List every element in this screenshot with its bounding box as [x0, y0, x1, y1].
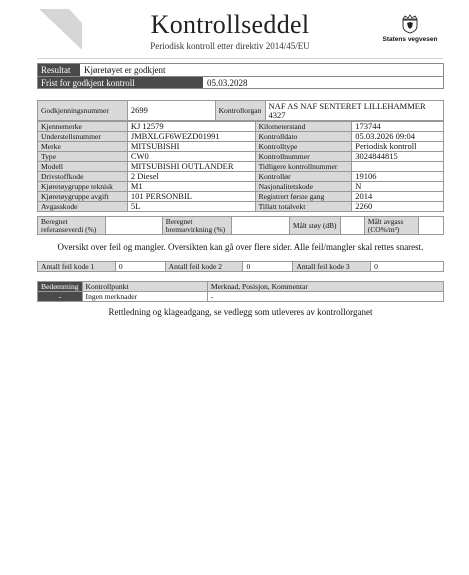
error-code-3-value: 0 [371, 262, 444, 272]
detail-label: Nasjonalitetskode [255, 182, 352, 192]
control-point-value: Ingen merknader [82, 292, 207, 302]
result-label: Resultat [38, 64, 80, 76]
detail-label: Understellsnummer [38, 132, 128, 142]
control-body-label: Kontrollorgan [215, 101, 265, 121]
error-code-2-value: 0 [243, 262, 293, 272]
table-row [38, 132, 444, 142]
assessment-header: Bedømming [38, 282, 83, 292]
error-code-1-label: Antall feil kode 1 [38, 262, 116, 272]
error-count-table [37, 261, 444, 272]
assessment-table [37, 281, 444, 302]
detail-value: JMBXLGF6WEZD01991 [127, 132, 255, 142]
guidance-note: Rettledning og klageadgang, se vedlegg som utleveres av kontrollorganet [108, 307, 373, 317]
coat-of-arms-icon [401, 14, 419, 34]
table-header-row [38, 282, 444, 292]
error-code-1-value: 0 [115, 262, 165, 272]
error-code-2-label: Antall feil kode 2 [165, 262, 243, 272]
deadline-value: 05.03.2028 [207, 78, 248, 88]
detail-value: N [352, 182, 444, 192]
result-box [37, 63, 444, 89]
table-row [38, 262, 444, 272]
deadline-row [38, 76, 443, 88]
noise-cell [340, 217, 364, 235]
detail-label: Kjøretøygruppe avgift [38, 192, 128, 202]
assessment-value: - [38, 292, 83, 302]
detail-label: Tidligere kontrollnummer [255, 162, 352, 172]
detail-label: Avgasskode [38, 202, 128, 212]
detail-value: 2014 [352, 192, 444, 202]
error-code-3-label: Antall feil kode 3 [293, 262, 371, 272]
approval-number-label: Godkjenningsnummer [38, 101, 128, 121]
detail-value: M1 [127, 182, 255, 192]
detail-label: Tillatt totalvekt [255, 202, 352, 212]
control-body-value: NAF AS NAF SENTERET LILLEHAMMER 4327 [265, 101, 443, 121]
detail-value: MITSUBISHI [127, 142, 255, 152]
result-value: Kjøretøyet er godkjent [84, 65, 166, 75]
emission-label: Målt avgass (CO%/m³) [364, 217, 418, 235]
approval-number-value: 2699 [127, 101, 215, 121]
detail-value: 2260 [352, 202, 444, 212]
detail-value: 3024844815 [352, 152, 444, 162]
overview-note: Oversikt over feil og mangler. Oversikten kan gå over flere sider. Alle feil/mangler skal rettes snarest. [57, 242, 424, 252]
comment-value: - [207, 292, 443, 302]
vehicle-details-table [37, 100, 444, 121]
noise-label: Målt støy (dB) [290, 217, 341, 235]
detail-value: Periodisk kontroll [352, 142, 444, 152]
detail-label: Modell [38, 162, 128, 172]
result-row [38, 64, 443, 76]
measurements-table [37, 216, 444, 235]
page-title: Kontrollseddel [150, 10, 310, 39]
table-row [38, 162, 444, 172]
detail-label: Registrert første gang [255, 192, 352, 202]
detail-value [352, 162, 444, 172]
brake-effect-cell [232, 217, 290, 235]
detail-value: 101 PERSONBIL [127, 192, 255, 202]
detail-label: Kontrollør [255, 172, 352, 182]
detail-label: Kjennemerke [38, 122, 128, 132]
agency-name: Statens vegvesen [382, 36, 438, 43]
detail-label: Kontrolltype [255, 142, 352, 152]
detail-label: Merke [38, 142, 128, 152]
table-row [38, 192, 444, 202]
reference-value-label: Beregnet referanseverdi (%) [38, 217, 106, 235]
page-subtitle: Periodisk kontroll etter direktiv 2014/45/EU [150, 41, 310, 51]
detail-value: 173744 [352, 122, 444, 132]
detail-value: 2 Diesel [127, 172, 255, 182]
table-row [38, 142, 444, 152]
detail-value: MITSUBISHI OUTLANDER [127, 162, 255, 172]
detail-value: 19106 [352, 172, 444, 182]
table-row [38, 152, 444, 162]
table-row [38, 101, 444, 121]
comment-header: Merknad, Posisjon, Kommentar [207, 282, 443, 292]
divider [37, 58, 443, 59]
reference-value-cell [106, 217, 162, 235]
table-row [38, 182, 444, 192]
table-row [38, 122, 444, 132]
detail-label: Kontrollnummer [255, 152, 352, 162]
deadline-label: Frist for godkjent kontroll [38, 77, 203, 88]
detail-value: 05.03.2026 09:04 [352, 132, 444, 142]
detail-label: Type [38, 152, 128, 162]
detail-label: Kontrolldato [255, 132, 352, 142]
folded-corner-graphic [39, 9, 82, 50]
detail-value: 5L [127, 202, 255, 212]
table-row [38, 217, 444, 235]
table-row [38, 292, 444, 302]
table-row [38, 202, 444, 212]
emission-cell [419, 217, 444, 235]
detail-label: Kilometerstand [255, 122, 352, 132]
vehicle-info-table [37, 121, 444, 212]
brake-effect-label: Beregnet bremsevirkning (%) [162, 217, 231, 235]
detail-value: KJ 12579 [127, 122, 255, 132]
detail-label: Drivstoffkode [38, 172, 128, 182]
detail-label: Kjøretøygruppe teknisk [38, 182, 128, 192]
detail-value: CW0 [127, 152, 255, 162]
table-row [38, 172, 444, 182]
control-point-header: Kontrollpunkt [82, 282, 207, 292]
agency-logo [380, 14, 440, 43]
